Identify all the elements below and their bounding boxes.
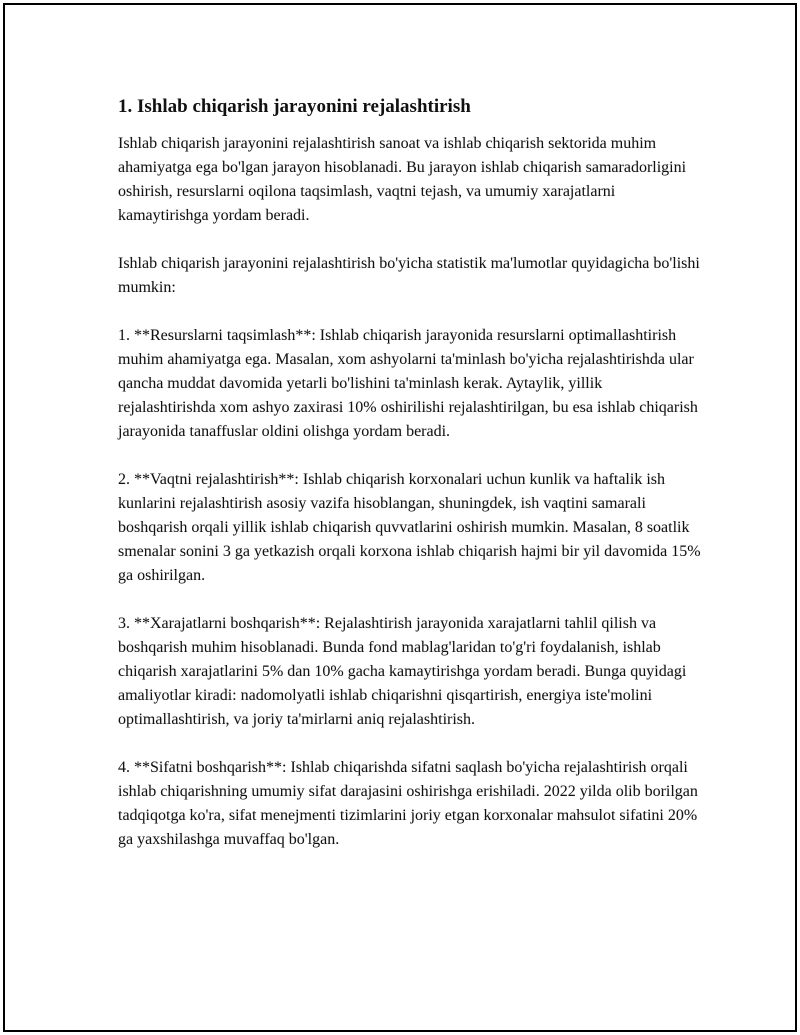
section-heading: 1. Ishlab chiqarish jarayonini rejalashtirish: [118, 96, 471, 117]
paragraph-quality-management: 4. **Sifatni boshqarish**: Ishlab chiqarishda sifatni saqlash bo'yicha rejalashtirish orqali ishlab chiqarishning umumiy sifat darajasini oshirishga erishiladi. 2022 yilda olib borilgan tadqiqotga ko'ra, sifat menejmenti tizimlarini joriy etgan korxonalar mahsulot sifatini 20% ga yaxshilashga muvaffaq bo'lgan.: [118, 759, 698, 848]
paragraph-time-planning: 2. **Vaqtni rejalashtirish**: Ishlab chiqarish korxonalari uchun kunlik va haftalik ish kunlarini rejalashtirish asosiy vazifa hisoblangan, shuningdek, ish vaqtini samarali boshqarish orqali yillik ishlab chiqarish quvvatlarini oshirish mumkin. Masalan, 8 soatlik smenalar sonini 3 ga yetkazish orqali korxona ishlab chiqarish hajmi bir yil davomida 15% ga oshirilgan.: [118, 471, 701, 584]
paragraph-cost-management: 3. **Xarajatlarni boshqarish**: Rejalashtirish jarayonida xarajatlarni tahlil qilish va boshqarish muhim hisoblanadi. Bunda fond mablag'laridan to'g'ri foydalanish, ishlab chiqarish xarajatlarini 5% dan 10% gacha kamaytirishga yordam beradi. Bunga quyidagi amaliyotlar kiradi: nadomolyatli ishlab chiqarishni qisqartirish, energiya iste'molini optimallashtirish, va joriy ta'mirlarni aniq rejalashtirish.: [118, 615, 687, 728]
paragraph-resource-allocation: 1. **Resurslarni taqsimlash**: Ishlab chiqarish jarayonida resurslarni optimallashtirish muhim ahamiyatga ega. Masalan, xom ashyolarni ta'minlash bo'yicha rejalashtirishda ular qancha muddat davomida yetarli bo'lishini ta'minlash kerak. Aytaylik, yillik rejalashtirishda xom ashyo zaxirasi 10% oshirilishi rejalashtirilgan, bu esa ishlab chiqarish jarayonida tanaffuslar oldini olishga yordam beradi.: [118, 327, 698, 440]
document-body: [118, 94, 703, 876]
paragraph-statistics-intro: Ishlab chiqarish jarayonini rejalashtirish bo'yicha statistik ma'lumotlar quyidagicha bo'lishi mumkin:: [118, 255, 700, 296]
paragraph-intro: Ishlab chiqarish jarayonini rejalashtirish sanoat va ishlab chiqarish sektorida muhim ahamiyatga ega bo'lgan jarayon hisoblanadi. Bu jarayon ishlab chiqarish samaradorligini oshirish, resurslarni oqilona taqsimlash, vaqtni tejash, va umumiy xarajatlarni kamaytirishga yordam beradi.: [118, 135, 687, 224]
